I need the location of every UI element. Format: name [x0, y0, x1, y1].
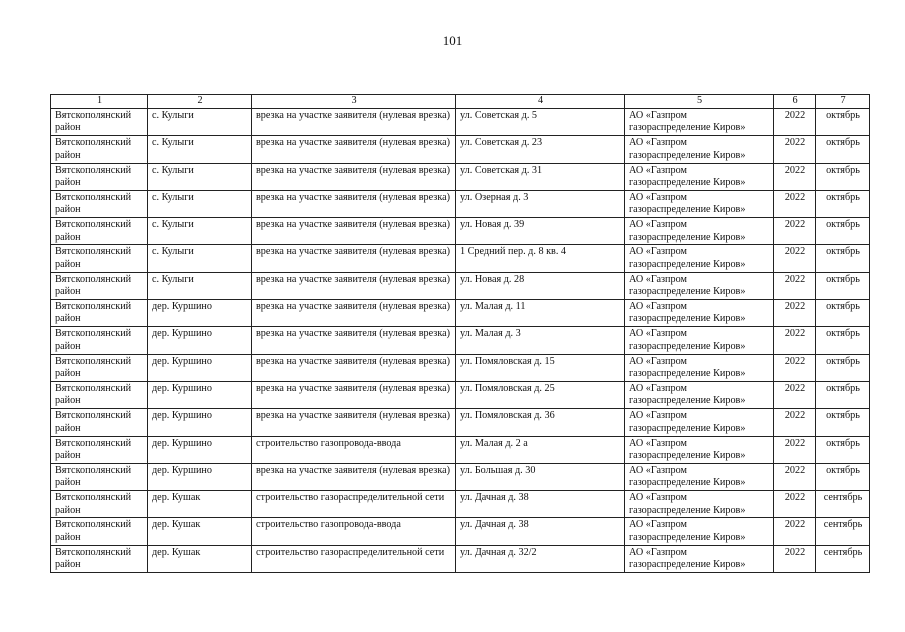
address-cell: ул. Дачная д. 38: [456, 491, 625, 518]
district-cell: Вятскополянский район: [51, 545, 148, 572]
month-cell: сентябрь: [816, 545, 870, 572]
month-cell: сентябрь: [816, 491, 870, 518]
address-cell: ул. Помяловская д. 15: [456, 354, 625, 381]
organization-cell: АО «Газпром газораспределение Киров»: [625, 245, 774, 272]
table-row: [51, 136, 870, 163]
table-body: [51, 109, 870, 573]
year-cell: 2022: [774, 545, 816, 572]
settlement-cell: с. Кулыги: [148, 136, 252, 163]
table-row: [51, 436, 870, 463]
district-cell: Вятскополянский район: [51, 109, 148, 136]
district-cell: Вятскополянский район: [51, 354, 148, 381]
table-row: [51, 272, 870, 299]
year-cell: 2022: [774, 491, 816, 518]
settlement-cell: дер. Куршино: [148, 381, 252, 408]
month-cell: октябрь: [816, 136, 870, 163]
column-header: 6: [774, 95, 816, 109]
table-row: [51, 518, 870, 545]
month-cell: октябрь: [816, 163, 870, 190]
district-cell: Вятскополянский район: [51, 463, 148, 490]
work-type-cell: врезка на участке заявителя (нулевая врезка): [252, 109, 456, 136]
year-cell: 2022: [774, 136, 816, 163]
gasification-table: [50, 94, 870, 573]
year-cell: 2022: [774, 190, 816, 217]
year-cell: 2022: [774, 354, 816, 381]
organization-cell: АО «Газпром газораспределение Киров»: [625, 381, 774, 408]
table-header: [51, 95, 870, 109]
settlement-cell: с. Кулыги: [148, 272, 252, 299]
column-header: 5: [625, 95, 774, 109]
address-cell: ул. Новая д. 39: [456, 218, 625, 245]
work-type-cell: врезка на участке заявителя (нулевая врезка): [252, 272, 456, 299]
settlement-cell: дер. Куршино: [148, 354, 252, 381]
district-cell: Вятскополянский район: [51, 409, 148, 436]
year-cell: 2022: [774, 245, 816, 272]
table-row: [51, 491, 870, 518]
table-row: [51, 300, 870, 327]
settlement-cell: дер. Кушак: [148, 491, 252, 518]
organization-cell: АО «Газпром газораспределение Киров»: [625, 436, 774, 463]
settlement-cell: с. Кулыги: [148, 190, 252, 217]
district-cell: Вятскополянский район: [51, 136, 148, 163]
year-cell: 2022: [774, 381, 816, 408]
table-row: [51, 109, 870, 136]
district-cell: Вятскополянский район: [51, 218, 148, 245]
organization-cell: АО «Газпром газораспределение Киров»: [625, 136, 774, 163]
month-cell: октябрь: [816, 354, 870, 381]
column-header: 7: [816, 95, 870, 109]
month-cell: октябрь: [816, 218, 870, 245]
year-cell: 2022: [774, 109, 816, 136]
page-number: 101: [442, 33, 463, 48]
month-cell: октябрь: [816, 300, 870, 327]
work-type-cell: строительство газопровода-ввода: [252, 436, 456, 463]
table-row: [51, 463, 870, 490]
organization-cell: АО «Газпром газораспределение Киров»: [625, 218, 774, 245]
year-cell: 2022: [774, 218, 816, 245]
district-cell: Вятскополянский район: [51, 163, 148, 190]
address-cell: ул. Новая д. 28: [456, 272, 625, 299]
district-cell: Вятскополянский район: [51, 190, 148, 217]
year-cell: 2022: [774, 436, 816, 463]
table-row: [51, 409, 870, 436]
organization-cell: АО «Газпром газораспределение Киров»: [625, 491, 774, 518]
organization-cell: АО «Газпром газораспределение Киров»: [625, 272, 774, 299]
organization-cell: АО «Газпром газораспределение Киров»: [625, 109, 774, 136]
year-cell: 2022: [774, 409, 816, 436]
month-cell: октябрь: [816, 190, 870, 217]
work-type-cell: строительство газопровода-ввода: [252, 518, 456, 545]
work-type-cell: врезка на участке заявителя (нулевая врезка): [252, 190, 456, 217]
district-cell: Вятскополянский район: [51, 327, 148, 354]
organization-cell: АО «Газпром газораспределение Киров»: [625, 300, 774, 327]
month-cell: октябрь: [816, 245, 870, 272]
work-type-cell: врезка на участке заявителя (нулевая врезка): [252, 327, 456, 354]
month-cell: октябрь: [816, 327, 870, 354]
year-cell: 2022: [774, 300, 816, 327]
month-cell: октябрь: [816, 436, 870, 463]
address-cell: ул. Дачная д. 38: [456, 518, 625, 545]
address-cell: ул. Помяловская д. 25: [456, 381, 625, 408]
year-cell: 2022: [774, 463, 816, 490]
organization-cell: АО «Газпром газораспределение Киров»: [625, 409, 774, 436]
district-cell: Вятскополянский район: [51, 245, 148, 272]
work-type-cell: врезка на участке заявителя (нулевая врезка): [252, 463, 456, 490]
work-type-cell: врезка на участке заявителя (нулевая врезка): [252, 354, 456, 381]
address-cell: ул. Малая д. 11: [456, 300, 625, 327]
year-cell: 2022: [774, 327, 816, 354]
district-cell: Вятскополянский район: [51, 436, 148, 463]
settlement-cell: с. Кулыги: [148, 109, 252, 136]
column-header: 4: [456, 95, 625, 109]
address-cell: ул. Советская д. 5: [456, 109, 625, 136]
organization-cell: АО «Газпром газораспределение Киров»: [625, 327, 774, 354]
year-cell: 2022: [774, 163, 816, 190]
work-type-cell: строительство газораспределительной сети: [252, 545, 456, 572]
address-cell: ул. Дачная д. 32/2: [456, 545, 625, 572]
work-type-cell: врезка на участке заявителя (нулевая врезка): [252, 300, 456, 327]
settlement-cell: с. Кулыги: [148, 218, 252, 245]
settlement-cell: дер. Куршино: [148, 300, 252, 327]
table-row: [51, 327, 870, 354]
district-cell: Вятскополянский район: [51, 491, 148, 518]
work-type-cell: врезка на участке заявителя (нулевая врезка): [252, 218, 456, 245]
month-cell: октябрь: [816, 272, 870, 299]
year-cell: 2022: [774, 518, 816, 545]
table-row: [51, 190, 870, 217]
address-cell: ул. Малая д. 3: [456, 327, 625, 354]
work-type-cell: врезка на участке заявителя (нулевая врезка): [252, 381, 456, 408]
settlement-cell: дер. Куршино: [148, 409, 252, 436]
month-cell: октябрь: [816, 463, 870, 490]
header-row: [51, 95, 870, 109]
organization-cell: АО «Газпром газораспределение Киров»: [625, 518, 774, 545]
settlement-cell: дер. Кушак: [148, 545, 252, 572]
work-type-cell: врезка на участке заявителя (нулевая врезка): [252, 409, 456, 436]
organization-cell: АО «Газпром газораспределение Киров»: [625, 163, 774, 190]
settlement-cell: дер. Куршино: [148, 327, 252, 354]
month-cell: октябрь: [816, 109, 870, 136]
district-cell: Вятскополянский район: [51, 381, 148, 408]
table-row: [51, 163, 870, 190]
work-type-cell: строительство газораспределительной сети: [252, 491, 456, 518]
table-row: [51, 245, 870, 272]
table-row: [51, 381, 870, 408]
district-cell: Вятскополянский район: [51, 272, 148, 299]
district-cell: Вятскополянский район: [51, 300, 148, 327]
address-cell: 1 Средний пер. д. 8 кв. 4: [456, 245, 625, 272]
address-cell: ул. Советская д. 31: [456, 163, 625, 190]
address-cell: ул. Озерная д. 3: [456, 190, 625, 217]
district-cell: Вятскополянский район: [51, 518, 148, 545]
organization-cell: АО «Газпром газораспределение Киров»: [625, 354, 774, 381]
work-type-cell: врезка на участке заявителя (нулевая врезка): [252, 245, 456, 272]
year-cell: 2022: [774, 272, 816, 299]
settlement-cell: дер. Куршино: [148, 463, 252, 490]
organization-cell: АО «Газпром газораспределение Киров»: [625, 190, 774, 217]
column-header: 3: [252, 95, 456, 109]
work-type-cell: врезка на участке заявителя (нулевая врезка): [252, 136, 456, 163]
table-row: [51, 545, 870, 572]
address-cell: ул. Большая д. 30: [456, 463, 625, 490]
work-type-cell: врезка на участке заявителя (нулевая врезка): [252, 163, 456, 190]
column-header: 2: [148, 95, 252, 109]
month-cell: октябрь: [816, 381, 870, 408]
organization-cell: АО «Газпром газораспределение Киров»: [625, 463, 774, 490]
month-cell: октябрь: [816, 409, 870, 436]
month-cell: сентябрь: [816, 518, 870, 545]
settlement-cell: дер. Кушак: [148, 518, 252, 545]
address-cell: ул. Советская д. 23: [456, 136, 625, 163]
address-cell: ул. Малая д. 2 а: [456, 436, 625, 463]
settlement-cell: с. Кулыги: [148, 245, 252, 272]
settlement-cell: с. Кулыги: [148, 163, 252, 190]
table-row: [51, 218, 870, 245]
organization-cell: АО «Газпром газораспределение Киров»: [625, 545, 774, 572]
address-cell: ул. Помяловская д. 36: [456, 409, 625, 436]
column-header: 1: [51, 95, 148, 109]
settlement-cell: дер. Куршино: [148, 436, 252, 463]
table-row: [51, 354, 870, 381]
